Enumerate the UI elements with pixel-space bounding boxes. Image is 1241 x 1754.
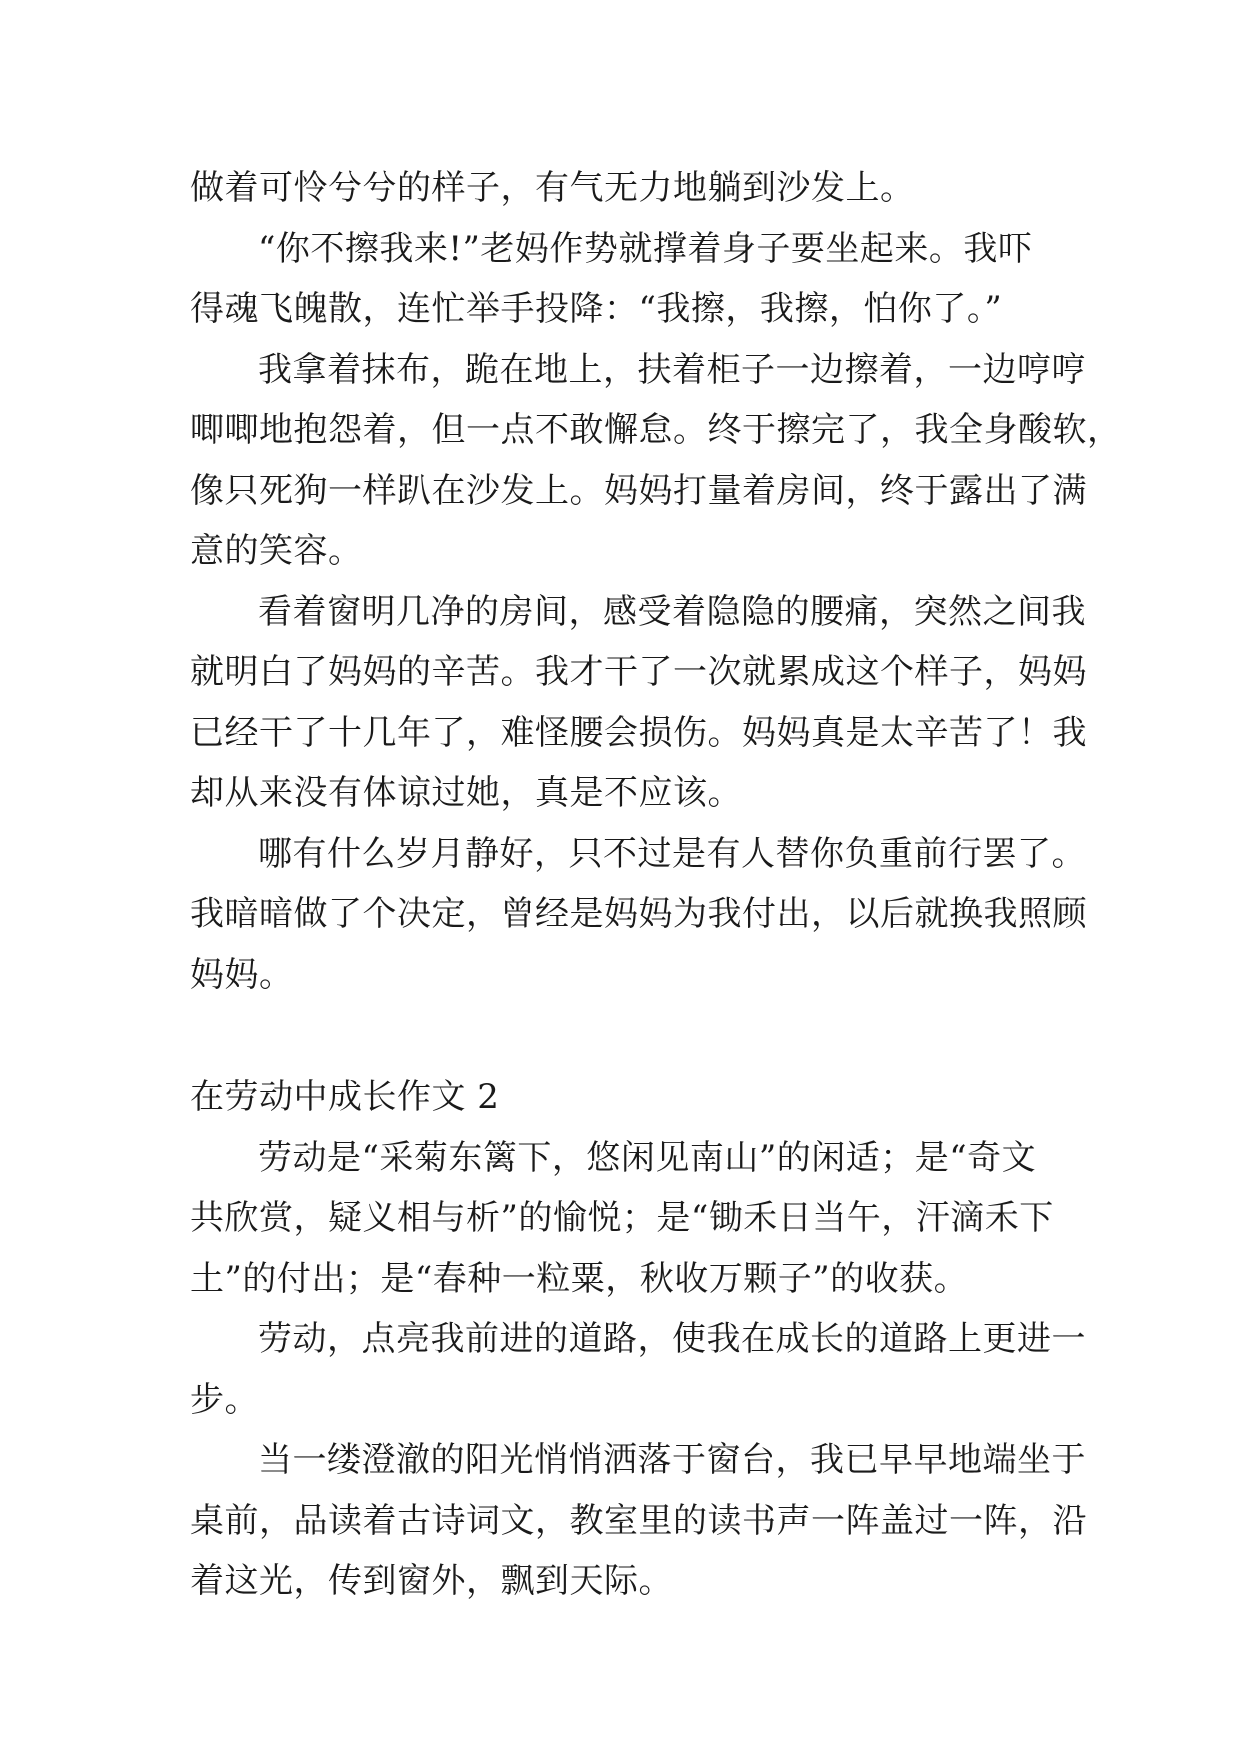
paragraph-4 [190, 582, 1087, 824]
text-line: 像只死狗一样趴在沙发上。妈妈打量着房间，终于露出了满 [190, 470, 1087, 511]
section-title: 在劳动中成长作文 2 [190, 1077, 500, 1117]
paragraph-8 [190, 1430, 1087, 1612]
paragraph-3 [190, 340, 1122, 582]
text-line: 劳动，点亮我前进的道路，使我在成长的道路上更进一 [258, 1319, 1086, 1359]
paragraph-5 [190, 824, 1087, 1006]
text-line: 共欣赏，疑义相与析”的愉悦；是“锄禾日当午，汗滴禾下 [190, 1198, 1054, 1238]
text-line: 劳动是“采菊东篱下，悠闲见南山”的闲适；是“奇文 [258, 1137, 1037, 1178]
text-line: 步。 [190, 1379, 259, 1420]
document-page [190, 158, 1122, 1612]
text-line: 妈妈。 [190, 954, 294, 995]
text-line: 土”的付出；是“春种一粒粟，秋收万颗子”的收获。 [190, 1258, 969, 1299]
text-line: 已经干了十几年了，难怪腰会损伤。妈妈真是太辛苦了！我 [190, 712, 1087, 753]
text-line: 我暗暗做了个决定，曾经是妈妈为我付出，以后就换我照顾 [190, 894, 1087, 934]
paragraph-1 [190, 158, 1050, 219]
text-line: 却从来没有体谅过她，真是不应该。 [190, 773, 742, 813]
text-line: 当一缕澄澈的阳光悄悄洒落于窗台，我已早早地端坐于 [258, 1440, 1086, 1480]
text-line: 唧唧地抱怨着，但一点不敢懈怠。终于擦完了，我全身酸软， [190, 410, 1122, 450]
text-line: 意的笑容。 [190, 531, 363, 571]
text-line: 哪有什么岁月静好，只不过是有人替你负重前行罢了。 [258, 833, 1086, 874]
text-line: 我拿着抹布，跪在地上，扶着柜子一边擦着，一边哼哼 [258, 349, 1086, 390]
paragraph-2 [190, 219, 1050, 340]
text-line: “你不擦我来!”老妈作势就撑着身子要坐起来。我吓 [258, 228, 1033, 269]
text-line: 看着窗明几净的房间，感受着隐隐的腰痛，突然之间我 [258, 591, 1086, 632]
text-line: 就明白了妈妈的辛苦。我才干了一次就累成这个样子，妈妈 [190, 652, 1087, 692]
text-line: 桌前，品读着古诗词文，教室里的读书声一阵盖过一阵，沿 [190, 1500, 1087, 1541]
text-line: 着这光，传到窗外，飘到天际。 [190, 1561, 673, 1601]
text-line: 做着可怜兮兮的样子，有气无力地躺到沙发上。 [190, 168, 915, 208]
section-spacer [190, 1005, 1050, 1067]
paragraph-6 [190, 1128, 1054, 1310]
paragraph-7 [190, 1309, 1086, 1430]
text-line: 得魂飞魄散，连忙举手投降：“我擦，我擦，怕你了。” [190, 289, 1003, 329]
